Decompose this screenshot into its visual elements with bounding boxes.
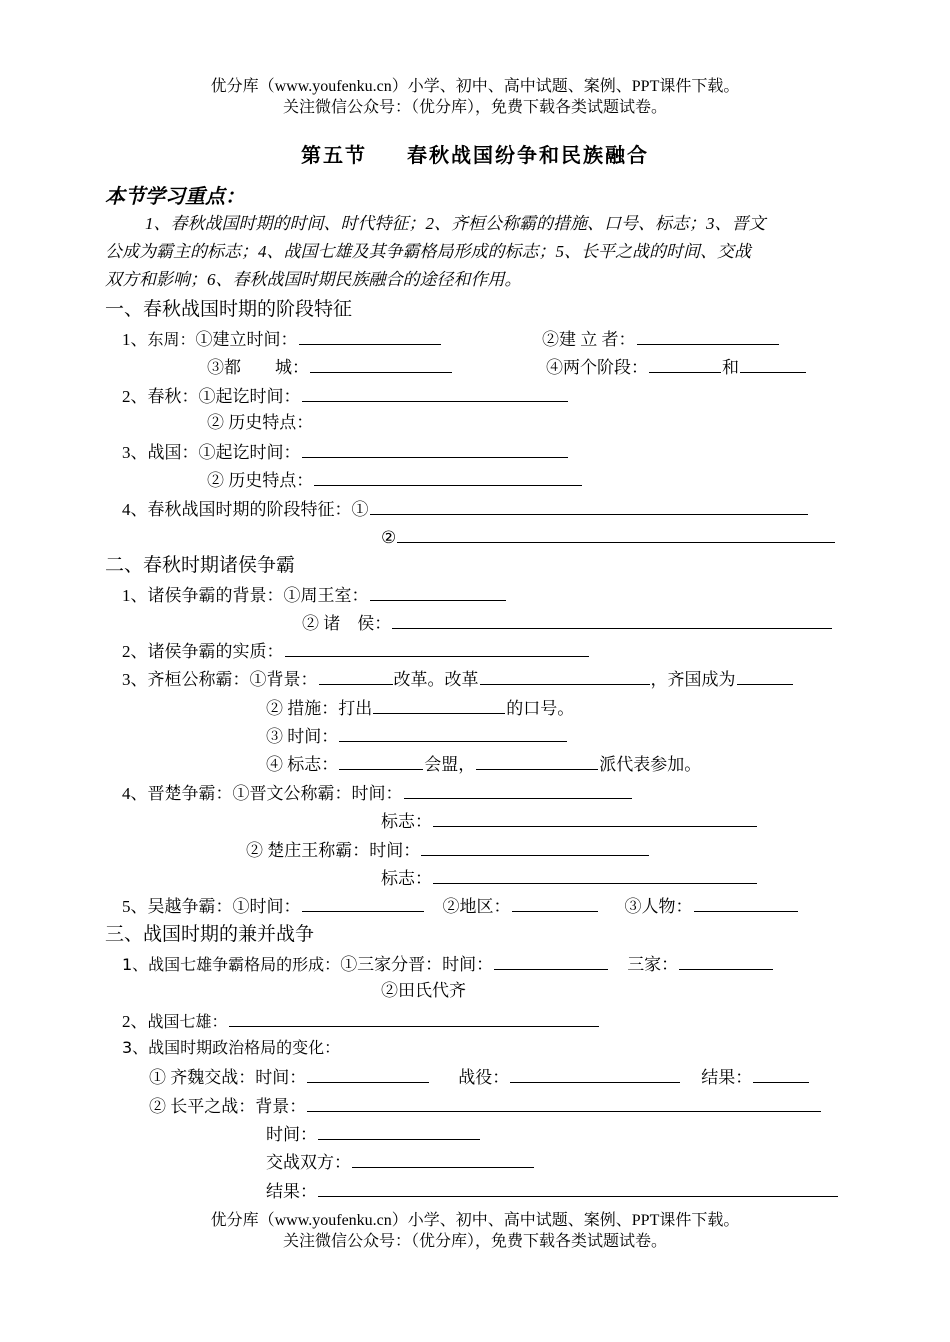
changping-row-1: ② 长平之战：背景： [149,1094,822,1116]
qi-row-2: ② 措施：打出 的口号。 [266,696,574,718]
changping-row-3: 交战双方： [266,1150,535,1172]
blank-changping-sides[interactable] [352,1150,534,1168]
header-line-1: 优分库（www.youfenku.cn）小学、初中、高中试题、案例、PPT课件下载。 [210,78,740,95]
blank-qi-reformer[interactable] [319,667,393,685]
east-zhou-row-2b: ④两个阶段： 和 [546,355,807,377]
blank-wuyue-time[interactable] [302,894,424,912]
seven-form-row-1: 1、战国七雄争霸格局的形成：①三家分晋：时间： 三家： [122,952,774,974]
blank-chu-sign[interactable] [433,866,757,884]
blank-changping-bg[interactable] [307,1094,821,1112]
blank-seven-states[interactable] [229,1009,599,1027]
blank-east-stage-1[interactable] [649,355,721,373]
political-change-heading: 3、战国时期政治格局的变化： [122,1038,341,1057]
focus-line-2: 公成为霸主的标志；4、战国七雄及其争霸格局形成的标志；5、长平之战的时间、交战 [105,242,751,261]
title-topic: 春秋战国纷争和民族融合 [407,143,649,167]
blank-qi-became[interactable] [737,667,793,685]
blank-warring-feature[interactable] [314,468,582,486]
jinchu-row-3: ② 楚庄王称霸：时间： [246,838,650,860]
blank-changping-result[interactable] [318,1179,838,1197]
blank-partition-time[interactable] [494,952,608,970]
blank-spring-period[interactable] [302,384,568,402]
blank-stage-feature-1[interactable] [370,497,808,515]
east-zhou-row-1: 1、东周：①建立时间： [122,327,442,349]
blank-east-capital[interactable] [310,355,452,373]
blank-wuyue-people[interactable] [694,894,798,912]
blank-three-families[interactable] [679,952,773,970]
footer-line-1: 优分库（www.youfenku.cn）小学、初中、高中试题、案例、PPT课件下载。 [210,1212,740,1229]
blank-east-founder[interactable] [637,327,779,345]
hegemony-bg-row-1: 1、诸侯争霸的背景：①周王室： [122,583,507,605]
jinchu-row-4: 标志： [381,866,758,888]
stage-feature-row-2: ② [381,525,836,547]
spring-row-1: 2、春秋：①起讫时间： [122,384,569,406]
qi-row-3: ③ 时间： [266,724,568,746]
footer-line-2: 关注微信公众号：（优分库），免费下载各类试题试卷。 [282,1233,667,1250]
blank-qi-alliance[interactable] [339,752,423,770]
blank-jin-sign[interactable] [433,809,757,827]
seven-states-row: 2、战国七雄： [122,1009,600,1031]
spring-row-2: ② 历史特点： [207,413,314,432]
warring-row-1: 3、战国：①起讫时间： [122,440,569,462]
east-zhou-row-1b: ②建 立 者： [542,327,780,349]
blank-qi-reform-result[interactable] [480,667,650,685]
blank-qi-slogan[interactable] [373,696,505,714]
seven-form-row-2: ②田氏代齐 [381,981,466,1000]
blank-essence[interactable] [285,639,589,657]
stage-feature-row-1: 4、春秋战国时期的阶段特征：① [122,497,809,519]
blank-changping-time[interactable] [318,1122,480,1140]
page-title [0,142,950,168]
blank-royal-house[interactable] [370,583,506,601]
blank-east-founded-time[interactable] [299,327,441,345]
blank-stage-feature-2[interactable] [397,525,835,543]
blank-warring-period[interactable] [302,440,568,458]
blank-qiwei-result[interactable] [753,1065,809,1083]
focus-line-3: 双方和影响；6、春秋战国时期民族融合的途径和作用。 [105,270,522,289]
blank-qiwei-battle[interactable] [510,1065,680,1083]
wuyue-row: 5、吴越争霸：①时间： ②地区： ③人物： [122,894,799,916]
qi-row-4: ④ 标志： 会盟， 派代表参加。 [266,752,701,774]
blank-jin-time[interactable] [404,781,632,799]
blank-chu-time[interactable] [421,838,649,856]
blank-qiwei-time[interactable] [307,1065,429,1083]
blank-qi-representative[interactable] [476,752,598,770]
east-zhou-row-2: ③都 城： [207,355,453,377]
changping-row-2: 时间： [266,1122,481,1144]
blank-wuyue-area[interactable] [512,894,598,912]
changping-row-4: 结果： [266,1179,839,1201]
hegemony-bg-row-2: ② 诸 侯： [302,611,833,633]
warring-row-2: ② 历史特点： [207,468,583,490]
blank-east-stage-2[interactable] [740,355,806,373]
section-2-heading: 二、春秋时期诸侯争霸 [105,554,296,576]
qiwei-row: ① 齐魏交战：时间： 战役： 结果： [149,1065,810,1087]
hegemony-essence-row: 2、诸侯争霸的实质： [122,639,590,661]
header-line-2: 关注微信公众号：（优分库），免费下载各类试题试卷。 [282,99,667,116]
title-section: 第五节 [301,143,367,167]
focus-heading: 本节学习重点： [105,184,245,208]
qi-row-1: 3、齐桓公称霸：①背景： 改革。改革 ，齐国成为 [122,667,794,689]
section-3-heading: 三、战国时期的兼并战争 [105,923,315,945]
section-1-heading: 一、春秋战国时期的阶段特征 [105,298,353,320]
jinchu-row-2: 标志： [381,809,758,831]
jinchu-row-1: 4、晋楚争霸：①晋文公称霸：时间： [122,781,633,803]
blank-qi-time[interactable] [339,724,567,742]
blank-vassals[interactable] [392,611,832,629]
focus-line-1: 1、春秋战国时期的时间、时代特征；2、齐桓公称霸的措施、口号、标志；3、晋文 [145,214,766,233]
